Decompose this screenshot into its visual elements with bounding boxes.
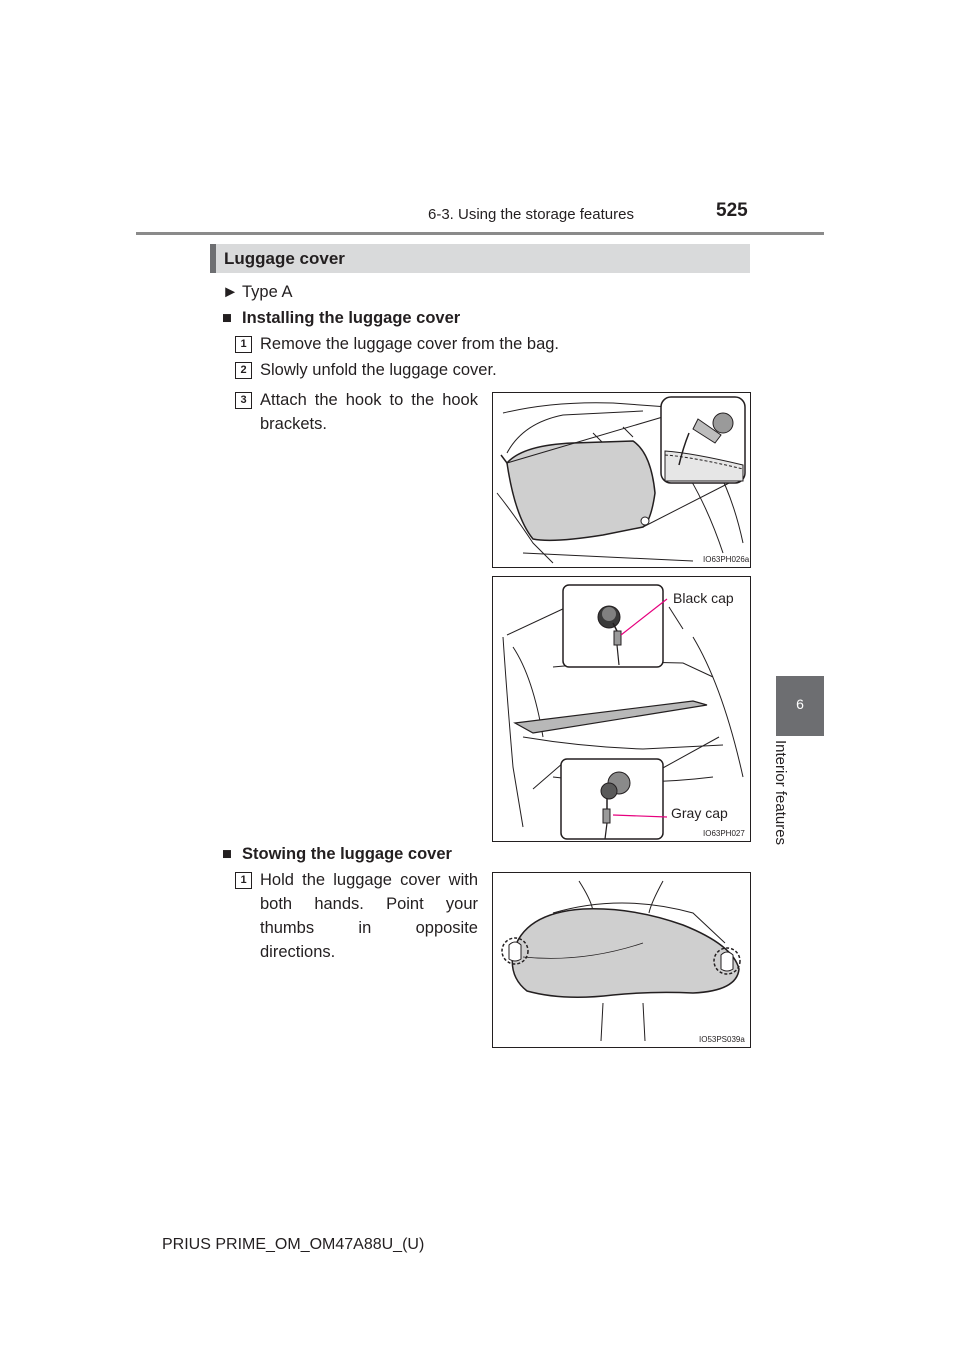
chapter-number: 6 (796, 696, 804, 712)
holding-cover-illustration (493, 873, 750, 1047)
caps-illustration (493, 577, 750, 841)
figure-code: IO63PH027 (703, 829, 745, 838)
section-bar-accent (210, 244, 216, 273)
figure-hook-brackets (492, 392, 751, 568)
step-number: 1 (235, 336, 252, 353)
step-text: Hold the luggage cover with both hands. Point your thumbs in opposite directions. (260, 871, 478, 961)
step-text: Remove the luggage cover from the bag. (260, 335, 560, 353)
chapter-title: Interior features (772, 740, 789, 846)
step-number: 1 (235, 872, 252, 889)
installing-heading: Installing the luggage cover (242, 309, 461, 327)
page-number: 525 (716, 200, 748, 221)
step-text: Attach the hook to the hook brackets. (260, 391, 478, 433)
chapter-side-label (772, 740, 792, 850)
section-title-bar (210, 244, 750, 273)
type-label: Type A (242, 283, 293, 301)
figure-code: IO53PS039a (699, 1035, 745, 1044)
bullet-square-icon: ■ (222, 845, 232, 863)
step-text: Slowly unfold the luggage cover. (260, 361, 497, 379)
bullet-square-icon: ■ (222, 309, 232, 327)
figure-code: IO63PH026a (703, 555, 750, 564)
section-title: Luggage cover (224, 249, 345, 268)
figure-holding-cover (492, 872, 751, 1048)
gray-cap-callout: Gray cap (671, 805, 728, 821)
step-number: 3 (235, 392, 252, 409)
black-cap-callout: Black cap (673, 590, 734, 606)
stowing-heading: Stowing the luggage cover (242, 845, 452, 863)
footer-doc-id: PRIUS PRIME_OM_OM47A88U_(U) (162, 1236, 425, 1253)
figure-caps (492, 576, 751, 842)
type-marker-icon: ► (222, 283, 239, 301)
chapter-tab (776, 676, 824, 736)
header-rule (136, 232, 824, 235)
hook-bracket-illustration (493, 393, 750, 567)
step-number: 2 (235, 362, 252, 379)
running-header-section: 6-3. Using the storage features (428, 206, 634, 223)
